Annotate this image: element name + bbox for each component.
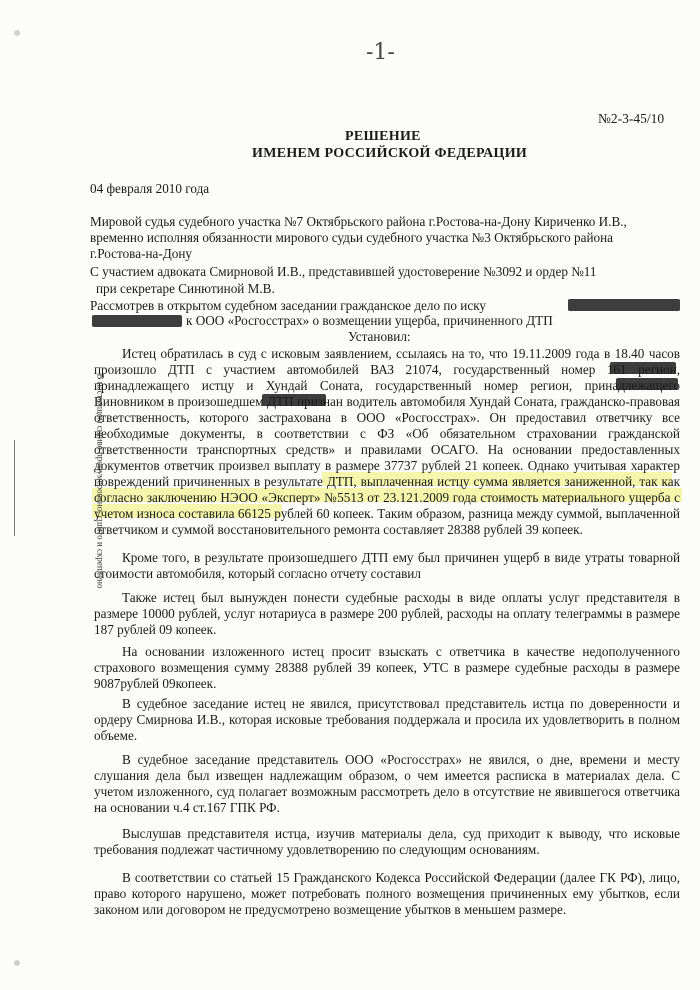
paragraph: Кроме того, в результате произошедшего ДТП ему был причинен ущерб в виде утраты товарной стоимости автомобиля, который согласно отчету составил: [94, 550, 680, 581]
redaction-mark: [92, 315, 182, 327]
intro-line: к ООО «Росгосстрах» о возмещении ущерба, причиненного ДТП: [186, 313, 553, 328]
intro-line: Рассмотрев в открытом судебном заседании гражданское дело по иску: [90, 298, 487, 313]
binding-stamp-text: В настоящем сшиве пронумеровано, сшито и скреплено: [95, 373, 106, 589]
paragraph: На основании изложенного истец просит взыскать с ответчика в качестве недополученного страхового возмещения сумму 28388 рублей 39 копеек, УТС в размере судебные расходы в размере 9087рублей 09копеек.: [94, 644, 680, 691]
intro-line: при секретаре Синютиной М.В.: [96, 281, 275, 296]
intro-line: временно исполняя обязанности мирового судьи судебного участка №3 Октябрьского района: [90, 230, 614, 245]
paragraph: Выслушав представителя истца, изучив материалы дела, суд приходит к выводу, что исковые требования подлежат частичному удовлетворению по следующим основаниям.: [94, 826, 680, 857]
intro-line: Мировой судья судебного участка №7 Октябрьского района г.Ростова-на-Дону Кириченко И.В.,: [90, 214, 627, 229]
case-number: №2-3-45/10: [598, 111, 665, 126]
punch-hole: [14, 30, 20, 36]
binding-stamp: [14, 373, 106, 589]
paragraph: Также истец был вынужден понести судебные расходы в виде оплаты услуг представителя в размере 10000 рублей, услуг нотариуса в размере 200 рублей, расходы на оплату телеграммы в размере 187 рублей 09 копеек.: [94, 590, 680, 637]
punch-hole: [14, 960, 20, 966]
paragraph: В соответствии со статьей 15 Гражданского Кодекса Российской Федерации (далее ГК РФ), лицо, право которого нарушено, может потребовать полного возмещения причиненных ему убытков, если законом или договором не предусмотрено возмещение убытков в меньшем размере.: [94, 870, 680, 917]
section-label: Установил:: [348, 329, 411, 344]
redaction-mark: [568, 299, 680, 311]
intro-line: г.Ростова-на-Дону: [90, 246, 193, 261]
page-number: -1-: [366, 40, 395, 65]
document-title: РЕШЕНИЕ: [345, 129, 421, 144]
paragraph: В судебное заседание истец не явился, присутствовал представитель истца по доверенности и ордеру Смирнова И.В., которая исковые требования поддержала и просила их удовлетворить в полном объеме.: [94, 696, 680, 743]
document-subtitle: ИМЕНЕМ РОССИЙСКОЙ ФЕДЕРАЦИИ: [252, 146, 528, 161]
decision-date: 04 февраля 2010 года: [90, 181, 210, 196]
paragraph: Истец обратилась в суд с исковым заявлением, ссылаясь на то, что 19.11.2009 года в 18.40 часов произошло ДТП с участием автомобилей ВАЗ 21074, государственный номер 161 регион, принадлежащего истцу и Хундай Соната, государственный номер регион, принадлежащего Виновником в произошедшем ДТП признан водитель автомобиля Хундай Соната, гражданско-правовая ответственность, которого застрахована в ООО «Росгосстрах». Он предоставил ответчику все необходимые документы, в соответствии с ФЗ «Об обязательном страховании гражданской ответственности транспортных средств» и правилами ОСАГО. На основании предоставленных документов ответчик произвел выплату в размере 37737 рублей 21 копеек. Однако учитывая характер повреждений причиненных в результате ДТП, выплаченная истцу сумма является заниженной, так как согласно заключению НЭОО «Эксперт» №5513 от 23.121.2009 года стоимость материального ущерба с учетом износа составила 66125 рублей 60 копеек. Таким образом, разница между суммой, выплаченной ответчиком и суммой восстановительного ремонта составляет 28388 рублей 39 копеек.: [94, 346, 680, 537]
intro-line: С участием адвоката Смирновой И.В., представившей удостоверение №3092 и ордер №11: [90, 264, 597, 279]
paragraph: В судебное заседание представитель ООО «Росгосстрах» не явился, о дне, времени и месту слушания дела был извещен надлежащим образом, о чем имеется расписка в материалах дела. С учетом изложенного, суд полагает возможным рассмотреть дело в отсутствие не явившегося ответчика на основании ч.4 ст.167 ГПК РФ.: [94, 752, 680, 815]
